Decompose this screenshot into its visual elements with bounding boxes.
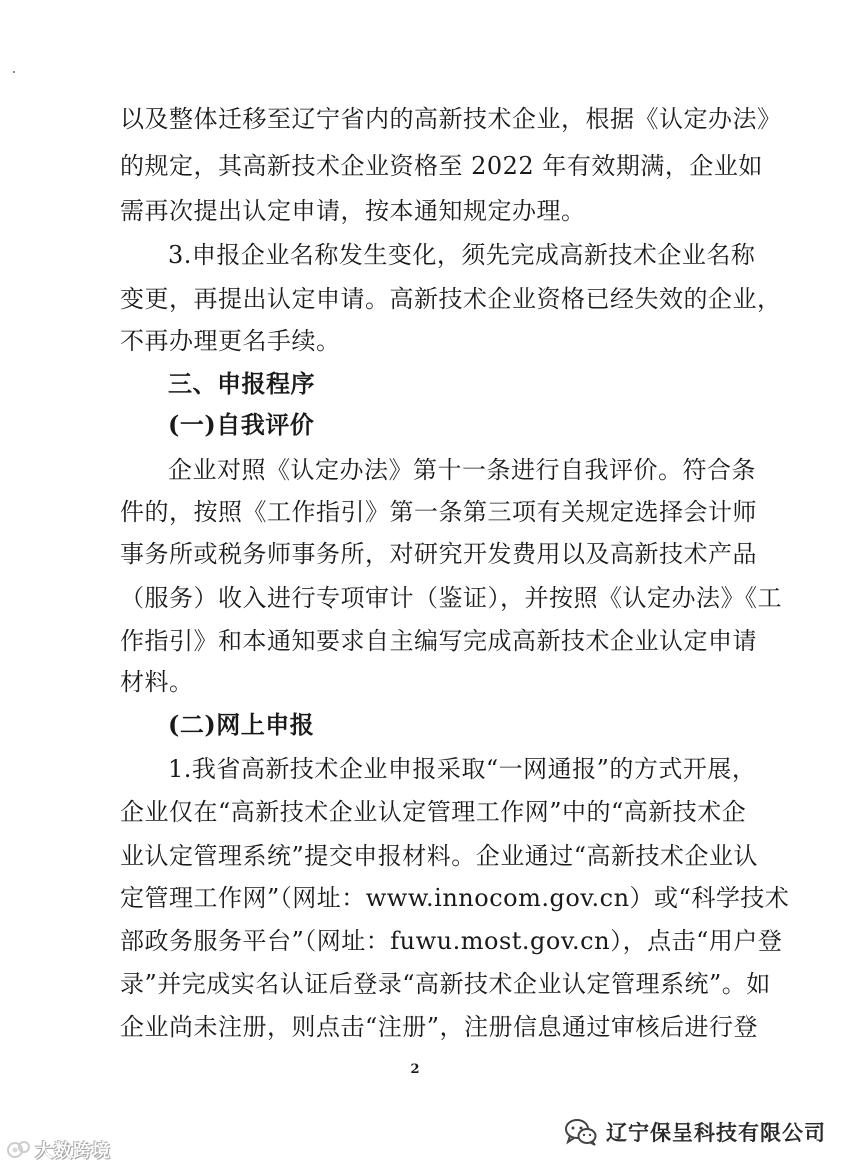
watermark-left [6,1138,111,1162]
subheading-self-evaluation: (一)自我评价 [168,410,315,439]
body-line-4: 3.申报企业名称发生变化，须先完成高新技术企业名称 [168,241,756,269]
body-line-16: 1.我省高新技术企业申报采取“一网通报”的方式开展， [168,755,757,783]
body-line-12: （服务）收入进行专项审计（鉴证），并按照《认定办法》《工 [120,584,782,612]
body-line-22: 企业尚未注册，则点击“注册”，注册信息通过审核后进行登 [120,1013,759,1041]
body-line-17: 企业仅在“高新技术企业认定管理工作网”中的“高新技术企 [120,798,747,826]
watermark-left-text: 大数跨境 [35,1141,111,1162]
body-line-2: 的规定，其高新技术企业资格至 2022 年有效期满，企业如 [120,152,763,180]
body-line-11: 事务所或税务师事务所，对研究开发费用以及高新技术产品 [120,540,757,568]
body-line-9: 企业对照《认定办法》第十一条进行自我评价。符合条 [168,456,756,484]
body-line-10: 件的，按照《工作指引》第一条第三项有关规定选择会计师 [120,498,757,526]
body-line-3: 需再次提出认定申请，按本通知规定办理。 [120,197,586,225]
wechat-icon [564,1117,598,1147]
scan-speck [13,71,15,73]
body-line-21: 录”并完成实名认证后登录“高新技术企业认定管理系统”。如 [120,970,771,998]
body-line-1: 以及整体迁移至辽宁省内的高新技术企业，根据《认定办法》 [120,105,782,133]
body-line-18: 业认定管理系统”提交申报材料。企业通过“高新技术企业认 [120,842,759,870]
page-number: 2 [410,1062,420,1077]
watermark-right-text: 辽宁保呈科技有限公司 [606,1121,826,1145]
body-line-14: 材料。 [120,668,194,696]
section-heading-procedure: 三、申报程序 [168,369,315,398]
body-line-6: 不再办理更名手续。 [120,327,341,355]
body-line-13: 作指引》和本通知要求自主编写完成高新技术企业认定申请 [120,627,757,655]
body-line-20: 部政务服务平台”（网址：fuwu.most.gov.cn），点击“用户登 [120,927,783,955]
body-line-5: 变更，再提出认定申请。高新技术企业资格已经失效的企业， [120,285,782,313]
dashuju-logo-icon [6,1139,32,1161]
body-line-19: 定管理工作网”（网址：www.innocom.gov.cn）或“科学技术 [120,884,790,912]
subheading-online-declaration: (二)网上申报 [168,710,315,739]
watermark-right [564,1112,826,1152]
